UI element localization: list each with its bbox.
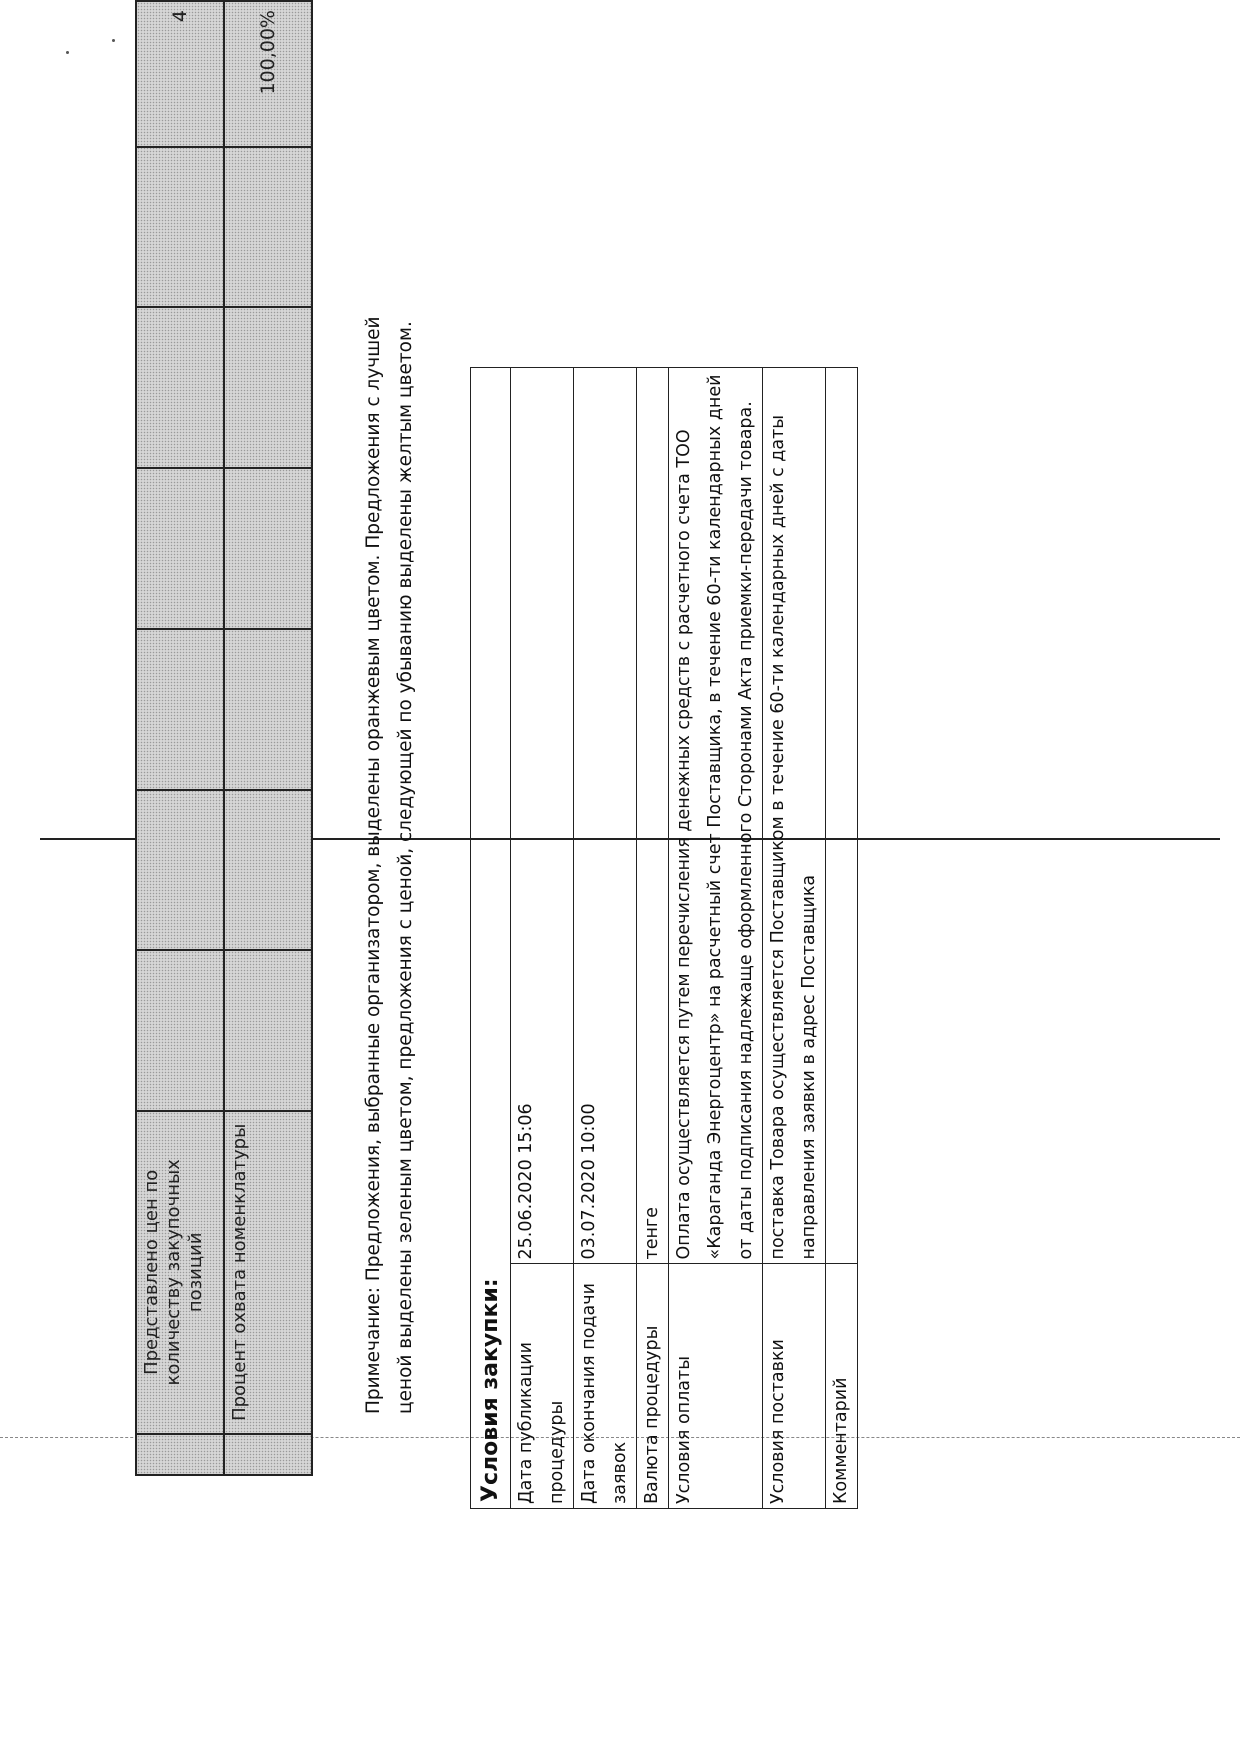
stats-label: Представлено цен по количеству закупочных позиций: [136, 1111, 224, 1433]
stats-value: 100,00%: [224, 1, 312, 147]
table-row: [574, 368, 637, 1509]
table-row: [511, 368, 574, 1509]
table-cell: [471, 368, 511, 1265]
table-cell: [224, 790, 312, 951]
condition-label: Комментарий: [826, 1264, 858, 1509]
condition-value: поставка Товара осуществляется Поставщиком в течение 60-ти календарных дней с даты направления заявки в адрес Поставщика: [763, 368, 826, 1265]
table-cell: [224, 307, 312, 468]
table-row: [826, 368, 858, 1509]
table-cell: [136, 629, 224, 790]
condition-label: Дата окончания подачи заявок: [574, 1264, 637, 1509]
table-cell: [224, 629, 312, 790]
note-paragraph: Примечание: Предложения, выбранные организатором, выделены оранжевым цветом. Предложения с лучшей ценой выделены зеленым цветом, предложения с ценой, следующей по убыванию выделены желтым цветом.: [363, 316, 416, 1414]
table-cell: [224, 950, 312, 1111]
table-cell: [136, 1434, 224, 1475]
conditions-table: [470, 367, 858, 1509]
table-cell: [224, 468, 312, 629]
condition-value: 25.06.2020 15:06: [511, 368, 574, 1265]
table-cell: [136, 468, 224, 629]
table-cell: [136, 950, 224, 1111]
condition-label: Условия поставки: [763, 1264, 826, 1509]
table-cell: [136, 307, 224, 468]
table-row: [669, 368, 763, 1509]
condition-value: 03.07.2020 10:00: [574, 368, 637, 1265]
condition-value: Оплата осуществляется путем перечисления денежных средств с расчетного счета ТОО «Караганда Энергоцентр» на расчетный счет Поставщика, в течение 60-ти календарных дней от даты подписания надлежаще оформленного Сторонами Акта приемки-передачи товара.: [669, 368, 763, 1265]
table-header-row: [471, 368, 511, 1509]
scan-mark: [112, 39, 115, 42]
condition-value: тенге: [637, 368, 669, 1265]
table-cell: [224, 1434, 312, 1475]
conditions-heading: Условия закупки:: [471, 1264, 511, 1509]
stats-value: 4: [136, 1, 224, 147]
table-row: [763, 368, 826, 1509]
condition-value: [826, 368, 858, 1265]
table-row: [136, 1, 224, 1475]
condition-label: Валюта процедуры: [637, 1264, 669, 1509]
table-cell: [136, 147, 224, 308]
table-cell: [136, 790, 224, 951]
table-cell: [224, 147, 312, 308]
condition-label: Дата публикации процедуры: [511, 1264, 574, 1509]
scan-mark: [66, 51, 69, 54]
table-row: [637, 368, 669, 1509]
stats-label: Процент охвата номенклатуры: [224, 1111, 312, 1433]
condition-label: Условия оплаты: [669, 1264, 763, 1509]
stats-table: [135, 0, 313, 1476]
table-row: [224, 1, 312, 1475]
